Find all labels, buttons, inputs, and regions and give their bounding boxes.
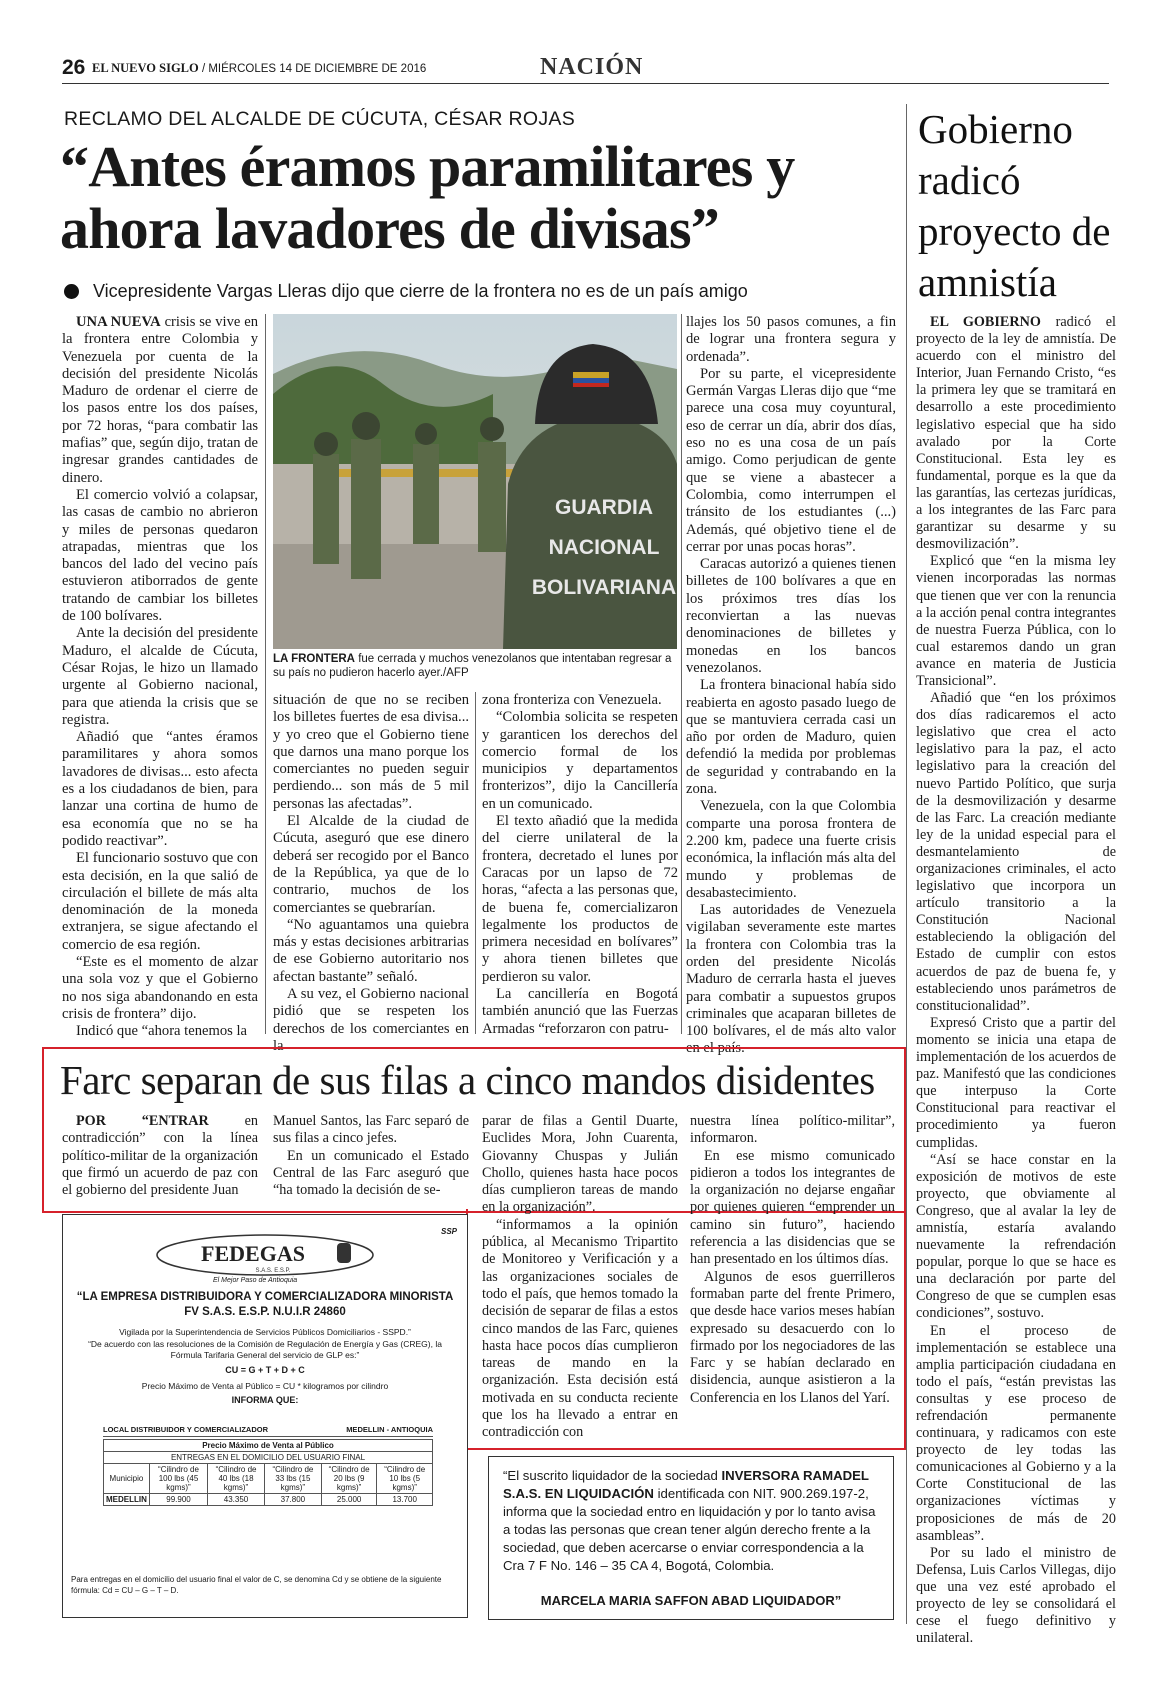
column-rule	[681, 314, 682, 1034]
paragraph	[62, 314, 258, 487]
paragraph: El comercio volvió a colapsar, las casas de cambio no abrieron y miles de personas quedaron atrapadas, mientras que los bancos del lado del vecino país estuvieron atiborrados de gente tratando de cambiar los billetes de 100 bolívares.	[62, 486, 258, 625]
paper-name: EL NUEVO SIGLO	[92, 61, 199, 75]
table-header-cell: “Cilindro de 100 lbs (45 kgms)”	[149, 1464, 207, 1494]
page-number: 26	[62, 56, 86, 79]
paragraph	[62, 1113, 258, 1199]
fedegas-logo	[155, 1231, 375, 1279]
table-top-left: LOCAL DISTRIBUIDOR Y COMERCIALIZADOR	[103, 1425, 269, 1434]
paragraph: Ante la decisión del presidente Maduro, el alcalde de Cúcuta, César Rojas, le hizo un llamado urgente al Gobierno nacional, para que atienda la crisis que se registra.	[62, 625, 258, 728]
column-rule	[906, 104, 907, 1624]
paragraph: situación de que no se reciben los billetes fuertes de esa divisa... y yo creo que el Gobierno tiene que darnos una mano porque los comerciantes no pueden seguir perdiendo... son más de 5 mil personas las afectadas”.	[273, 692, 469, 812]
liquidation-text	[503, 1467, 879, 1575]
table-title: Precio Máximo de Venta al Público	[104, 1440, 433, 1452]
table-subtitle: ENTREGAS EN EL DOMICILIO DEL USUARIO FINAL	[104, 1452, 433, 1464]
article-subhead	[64, 281, 748, 302]
table-header-cell: “Cilindro de 10 lbs (5 kgms)”	[377, 1464, 433, 1494]
paragraph: Las autoridades de Venezuela vigilaban severamente este martes la frontera con Colombia tras la orden del presidente Nicolás Maduro de cerrarla hasta el jueves para combatir a supuestos grupos criminales que acaparan billetes de 100 bolívares, el de más alto valor en el país.	[686, 902, 896, 1057]
fedegas-line-3: Precio Máximo de Venta al Público = CU * kilogramos por cilindro	[141, 1381, 389, 1391]
masthead-date	[92, 61, 426, 76]
paragraph: El texto añadió que la medida del cierre unilateral de la frontera, decretado el lunes por Caracas por un lapso de 72 horas, “afecta a las personas que, de buena fe, comercializaron legalmente los productos de primera necesidad en bolívares” y ahora tienen billetes que perdieron su valor.	[482, 813, 678, 985]
table-header-cell: “Cilindro de 40 lbs (18 kgms)”	[208, 1464, 265, 1494]
paragraph: “Este es el momento de alzar una sola voz y que el Gobierno no nos siga abandonando en esta crisis de frontera” dijo.	[62, 953, 258, 1022]
vest-label-3: BOLIVARIANA	[531, 576, 677, 599]
liquidation-body: identificada con NIT. 900.269.197-2, informa que la sociedad entro en liquidación y por lo tanto avisa a todas las personas que crean tener algún derecho frente a la sociedad, que deben acercarse o enviar correspondencia a la Cra 7 F No. 146 – 35 CA 4, Bogotá, Colombia.	[503, 1486, 876, 1573]
paragraph: llajes los 50 pasos comunes, a fin de lograr una frontera segura y ordenada”.	[686, 314, 896, 365]
paragraph: El Alcalde de la ciudad de Cúcuta, aseguró que ese dinero deberá ser recogido por el Banco de la República, ya que de lo contrario, muchos de los comerciantes se quebrarían.	[273, 813, 469, 916]
paragraph: En el proceso de implementación se establece una amplia participación ciudadana en todo el país, “están previstas las consultas y ese proceso de refrendación permanente continuara, y radicamos con este proyecto de ley todas las comunicaciones al Gobierno y a la Corte Constitucional de las organizaciones víctimas y proposiciones de más de 20 asambleas”.	[916, 1322, 1116, 1544]
table-header-cell: Municipio	[104, 1464, 150, 1494]
farc-col-3	[482, 1113, 678, 1442]
table-cell: MEDELLIN	[104, 1494, 150, 1506]
company-name: INVERSORA RAMADEL S.A.S. EN LIQUIDACIÓN	[503, 1468, 869, 1501]
ssp-mark: SSP	[441, 1227, 458, 1236]
vest-label-1: GUARDIA	[555, 496, 653, 519]
farc-col-4	[690, 1113, 895, 1407]
section-name: NACIÓN	[540, 54, 644, 80]
lead-in: UNA NUEVA	[76, 314, 161, 330]
side-article-body	[916, 314, 1116, 1647]
fedegas-formula: CU = G + T + D + C	[225, 1365, 305, 1375]
table-cell: 99.900	[149, 1494, 207, 1506]
liquidation-notice	[488, 1456, 894, 1620]
paragraph: nuestra línea político-militar”, informaron.	[690, 1113, 895, 1147]
paragraph: Por su lado el ministro de Defensa, Luis Carlos Villegas, dijo que una vez esté aprobado el proyecto de ley se consolidará el cese el fuego definitivo y unilateral.	[916, 1544, 1116, 1647]
fedegas-footnote: Para entregas en el domicilio del usuario final el valor de C, se denomina Cd y se obtiene de la siguiente fórmula: Cd = CU – G – T – D.	[71, 1575, 442, 1595]
table-cell: 25.000	[321, 1494, 377, 1506]
paragraph-text: crisis se vive en la frontera entre Colombia y Venezuela por cuenta de la decisión del presidente Nicolás Maduro de ordenar el cierre de los pasos entre los dos países, por 72 horas, “para combatir las mafias” que, según dijo, tratan de ingresar grandes cantidades de dinero.	[62, 314, 259, 486]
paragraph: Venezuela, con la que Colombia comparte una porosa frontera de 2.200 km, padece una fuerte crisis económica, la inflación más alta del mundo y problemas de desabastecimiento.	[686, 798, 896, 901]
price-table	[103, 1439, 433, 1506]
main-col-3	[482, 692, 678, 1038]
liquidation-intro: “El suscrito liquidador de la sociedad	[503, 1468, 718, 1483]
bullet-icon	[64, 284, 79, 299]
border-guards-image	[273, 314, 677, 649]
fedegas-ad	[62, 1214, 468, 1618]
paragraph: El funcionario sostuvo que con esta decisión, en la que salió de circulación el billete de más alta denominación de la moneda extranjera, se sigue afectando el comercio de esa región.	[62, 850, 258, 953]
paragraph: Indicó que “ahora tenemos la	[76, 1023, 247, 1040]
paragraph: “informamos a la opinión pública, al Mecanismo Tripartito de Monitoreo y Verificación y a las organizaciones sociales de todo el país, que hemos tomado la decisión de separar de filas a estos cinco mandos de las Farc, quienes hasta hace pocos días cumplieron tareas de mando en la organización. Esta decisión está motivada en su conducta reciente que los ha llevado a entrar en contradicción con	[482, 1216, 678, 1441]
paragraph-text: radicó el proyecto de la ley de amnistía. De acuerdo con el ministro del Interior, Juan Fernando Cristo, “es la primera ley que se tramitará en desarrollo a este procedimiento legislativo especial que ha sido avalado por la Corte Constitucional. Esta ley es fundamental, porque es la que da las garantías, las certezas jurídicas, a los integrantes de las Farc para garantizar su desarme y su desmovilización”.	[916, 314, 1116, 553]
side-headline: Gobierno radicó proyecto de amnistía	[918, 106, 1111, 305]
farc-col-2	[273, 1113, 469, 1199]
article-headline: “Antes éramos paramilitares y ahora lavadores de divisas”	[60, 134, 795, 261]
paragraph: Caracas autorizó a quienes tienen billetes de 100 bolívares a que en los próximos tres días los reconviertan a las nuevas denominaciones de billetes y monedas en los bancos venezolanos.	[686, 556, 896, 676]
fedegas-logo-icon	[155, 1231, 375, 1279]
news-photo	[273, 314, 677, 649]
table-top-row	[103, 1425, 433, 1437]
table-cell: 37.800	[264, 1494, 321, 1506]
table-header-cell: “Cilindro de 33 lbs (15 kgms)”	[264, 1464, 321, 1494]
fedegas-logo-text: FEDEGAS	[201, 1241, 305, 1266]
main-col-1	[62, 314, 258, 1040]
fedegas-line-2: “De acuerdo con las resoluciones de la Comisión de Regulación de Energía y Gas (CREG), la Fórmula Tarifaria General del servicio de GLP es:”	[88, 1339, 442, 1360]
paragraph: En un comunicado el Estado Central de las Farc aseguró que “ha tomado la decisión de se-	[273, 1147, 469, 1199]
table-cell: 43.350	[208, 1494, 265, 1506]
liquidator-signature: MARCELA MARIA SAFFON ABAD LIQUIDADOR”	[540, 1593, 842, 1608]
paragraph: zona fronteriza con Venezuela.	[482, 692, 662, 708]
column-rule	[475, 692, 476, 1034]
main-col-2	[273, 692, 469, 1055]
paragraph: Expresó Cristo que a partir del momento se inicia una etapa de implementación de los acuerdos de paz. Manifestó que las condiciones que interpuso la Corte Constitucional para reactivar el procedimiento ya fueron cumplidas.	[916, 1014, 1116, 1151]
farc-headline: Farc separan de sus filas a cinco mandos disidentes	[60, 1057, 875, 1103]
subhead-text: Vicepresidente Vargas Lleras dijo que cierre de la frontera no es de un país amigo	[93, 281, 748, 301]
table-top-right: MEDELLIN - ANTIOQUIA	[346, 1425, 433, 1434]
paragraph: “Colombia solicita se respeten y garanticen los derechos del comercio formal de los municipios y departamentos fronterizos”, dijo la Cancillería en un comunicado.	[482, 709, 678, 812]
lead-in: EL GOBIERNO	[930, 314, 1041, 330]
farc-col-1	[62, 1113, 258, 1199]
paragraph: La cancillería en Bogotá también anunció que las Fuerzas Armadas “reforzaron con patru-	[482, 986, 678, 1037]
fedegas-heading-2: FV S.A.S. E.S.P. N.U.I.R 24860	[184, 1306, 346, 1318]
main-col-4	[686, 314, 896, 1058]
caption-text: fue cerrada y muchos venezolanos que intentaban regresar a su país no pudieron hacerlo ayer./AFP	[273, 653, 672, 679]
paragraph: “No aguantamos una quiebra más y estas decisiones arbitrarias de ese Gobierno autoritario nos afectan bastante” señaló.	[273, 916, 469, 985]
header-rule	[62, 83, 1109, 84]
paragraph: La frontera binacional había sido reabierta en agosto pasado luego de que se mantuviera cerrada casi un año por orden de Maduro, quien defendió la medida por problemas de seguridad y contrabando en la zona.	[686, 677, 896, 798]
paragraph: Añadió que “antes éramos paramilitares y ahora somos lavadores de divisas... esto afecta es a los ciudadanos de bien, para lanzar una cortina de humo de esa economía que no se ha podido reactivar”.	[62, 729, 258, 849]
lead-in: POR “ENTRAR	[76, 1113, 209, 1129]
caption-lead: LA FRONTERA	[273, 653, 355, 665]
table-header-cell: “Cilindro de 20 lbs (9 kgms)”	[321, 1464, 377, 1494]
paragraph: Algunos de esos guerrilleros formaban parte del frente Primero, que desde hace varios meses habían expresado su desacuerdo con lo firmado por los negociadores de las Farc y se habían declarado en disidencia, aunque asistieron a la Conferencia en los Llanos del Yarí.	[690, 1268, 895, 1406]
paragraph: “Así se hace constar en la exposición de motivos de este proyecto, que obviamente al Congreso, que al avalar la ley de amnistía, estaría avalando nuevamente la refrendación popular, porque lo que se hace es una declaración por parte del Congreso de que se cumplen esas condiciones”, sostuvo.	[916, 1151, 1116, 1322]
paragraph: Manuel Santos, las Farc separó de sus filas a cinco jefes.	[273, 1113, 469, 1147]
table-cell: 13.700	[377, 1494, 433, 1506]
fedegas-logo-sub: S.A.S. E.S.P.	[255, 1268, 291, 1274]
fedegas-tagline: El Mejor Paso de Antioquia	[213, 1277, 298, 1284]
fedegas-heading-1: “LA EMPRESA DISTRIBUIDORA Y COMERCIALIZADORA MINORISTA	[76, 1291, 454, 1303]
fedegas-line-1: Vigilada por la Superintendencia de Servicios Públicos Domiciliarios - SSPD.”	[119, 1327, 411, 1337]
paragraph: Añadió que “en los próximos dos días radicaremos el acto legislativo que crea el acto legislativo para la paz, el acto legislativo para la creación del nuevo Partido Político, que surja de la desmovilización y desarme de las Farc. La creación mediante ley de la unidad especial para el desmantelamiento de organizaciones criminales, el acto legislativo que incorpora un artículo transitorio a la Constitución Nacional estableciendo la obligación del Estado de cumplir con estos acuerdos de paz de buena fe, y estableciendo unos parámetros de constitucionalidad”.	[916, 690, 1116, 1014]
paragraph: A su vez, el Gobierno nacional pidió que se respeten los derechos de los comerciantes en la	[273, 986, 469, 1054]
paragraph: Explicó que “en la misma ley vienen incorporadas las normas que tienen que ver con la renuncia a la acción penal contra integrantes de nuestra Fuerza Pública, con lo cual estaremos dando un gran avance en materia de Justicia Transicional”.	[916, 553, 1116, 689]
paragraph-text: en contradicción” con la línea político-militar de la organización que firmó un acuerdo de paz con el gobierno del presidente Juan	[62, 1113, 259, 1199]
fedegas-inform: INFORMA QUE:	[231, 1395, 299, 1405]
column-rule	[265, 314, 266, 1034]
fedegas-table	[103, 1425, 433, 1506]
vest-label-2: NACIONAL	[548, 536, 660, 559]
photo-caption	[273, 652, 677, 680]
issue-date: / MIÉRCOLES 14 DE DICIEMBRE DE 2016	[201, 63, 427, 75]
paragraph: En ese mismo comunicado pidieron a todos los integrantes de la organización no dejarse engañar por quienes quieren “emprender un camino sin futuro”, haciendo referencia a las disidencias que se han presentado en los últimos días.	[690, 1147, 895, 1268]
paragraph	[916, 314, 1116, 553]
article-kicker: RECLAMO DEL ALCALDE DE CÚCUTA, CÉSAR ROJAS	[64, 108, 576, 130]
paragraph: Por su parte, el vicepresidente Germán Vargas Lleras dijo que “me parece una cosa muy coyuntural, eso de cerrar un día, abrir dos días, eso no es una cosa de un país amigo. Como perjudican de gente que se viene a abastecer a Colombia, como interrumpen el tránsito de los estudiantes (...) Además, qué objetivo tiene el de cerrar por unas pocas horas”.	[686, 365, 896, 555]
paragraph: parar de filas a Gentil Duarte, Euclides Mora, John Cuarenta, Giovanny Chuspas y Julián Chollo, quienes hasta hace pocos días cumplieron tareas de mando en la organización”.	[482, 1113, 678, 1216]
